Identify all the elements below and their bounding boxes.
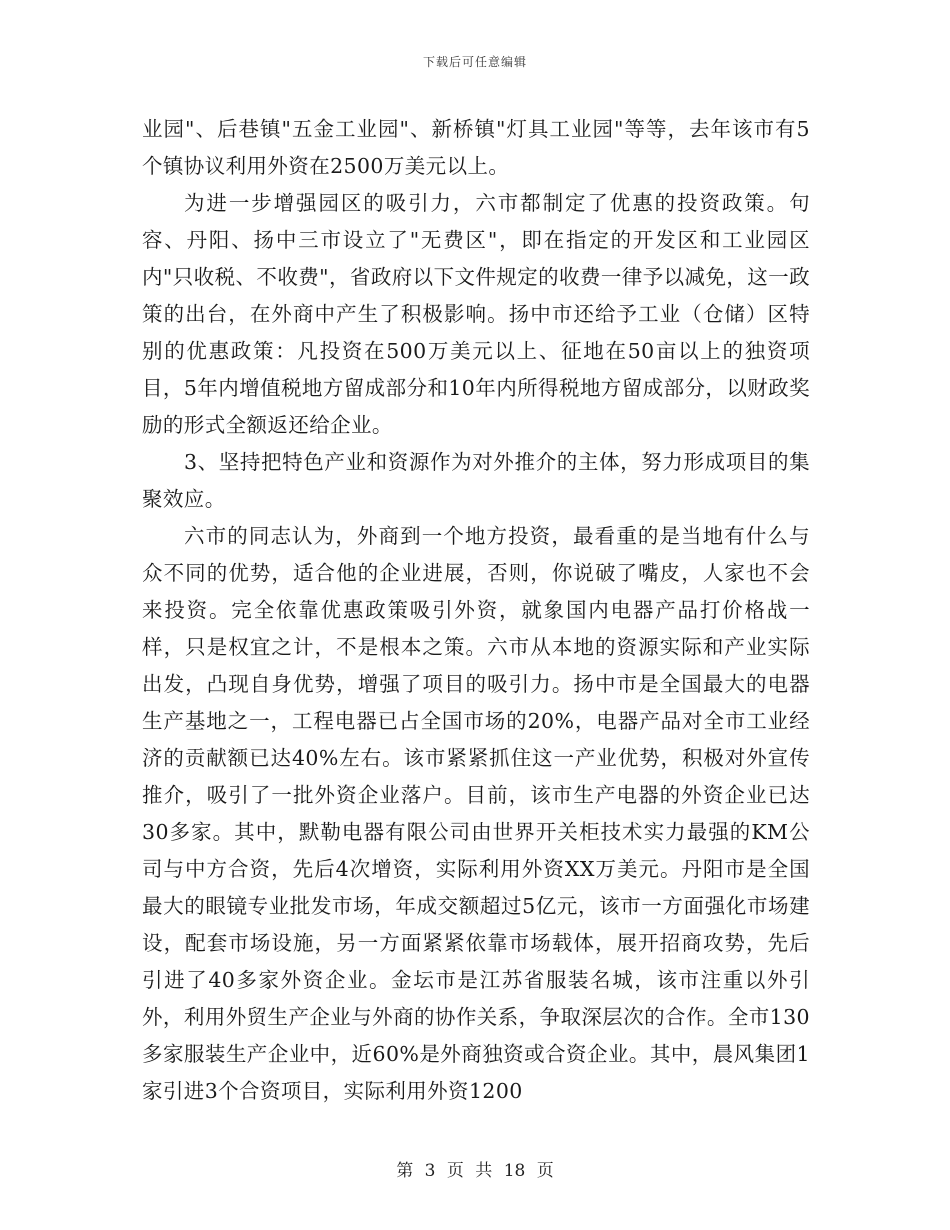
paragraph-investment-policy: 为进一步增强园区的吸引力，六市都制定了优惠的投资政策。句容、丹阳、扬中三市设立了"无费区"，即在指定的开发区和工业园区内"只收税、不收费"，省政府以下文件规定的收费一律予以减免，这一政策的出台，在外商中产生了积极影响。扬中市还给予工业（仓储）区特别的优惠政策：凡投资在500万美元以上、征地在50亩以上的独资项目，5年内增值税地方留成部分和10年内所得税地方留成部分，以财政奖励的形式全额返还给企业。 xyxy=(142,191,810,437)
paragraph-continuation: 业园"、后巷镇"五金工业园"、新桥镇"灯具工业园"等等，去年该市有5个镇协议利用外资在2500万美元以上。 xyxy=(142,117,810,178)
paragraph-industry-advantage: 六市的同志认为，外商到一个地方投资，最看重的是当地有什么与众不同的优势，适合他的企业进展，否则，你说破了嘴皮，人家也不会来投资。完全依靠优惠政策吸引外资，就象国内电器产品打价格战一样，只是权宜之计，不是根本之策。六市从本地的资源实际和产业实际出发，凸现自身优势，增强了项目的吸引力。扬中市是全国最大的电器生产基地之一，工程电器已占全国市场的20%，电器产品对全市工业经济的贡献额已达40%左右。该市紧紧抓住这一产业优势，积极对外宣传推介，吸引了一批外资企业落户。目前，该市生产电器的外资企业已达30多家。其中，默勒电器有限公司由世界开关柜技术实力最强的KM公司与中方合资，先后4次增资，实际利用外资XX万美元。丹阳市是全国最大的眼镜专业批发市场，年成交额超过5亿元，该市一方面强化市场建设，配套市场设施，另一方面紧紧依靠市场载体，展开招商攻势，先后引进了40多家外资企业。金坛市是江苏省服装名城，该市注重以外引外，利用外贸生产企业与外商的协作关系，争取深层次的合作。全市130多家服装生产企业中，近60%是外商独资或合资企业。其中，晨风集团1家引进3个合资项目，实际利用外资1200 xyxy=(142,524,810,1103)
document-body xyxy=(142,111,810,1110)
paragraph-section-3-heading: 3、坚持把特色产业和资源作为对外推介的主体，努力形成项目的集聚效应。 xyxy=(142,450,810,511)
page-header: 下载后可任意编辑 xyxy=(422,55,527,69)
page-number: 第 3 页 共 18 页 xyxy=(396,1161,554,1181)
